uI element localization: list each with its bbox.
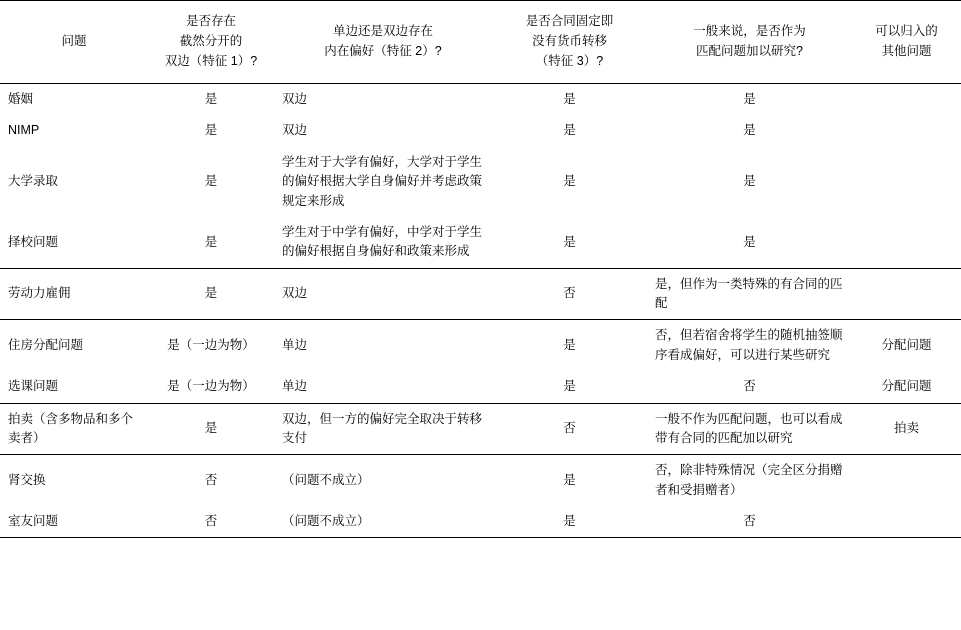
cell-studied-as-matching: 否 xyxy=(743,379,756,394)
header-line: 可以归入的 xyxy=(875,24,938,38)
table-row xyxy=(0,403,961,455)
table-row xyxy=(0,217,961,268)
header-line: 是否合同固定即 xyxy=(525,14,614,28)
cell-feature2: 双边 xyxy=(282,123,308,138)
cell-feature1: 否 xyxy=(148,455,274,506)
cell-feature1: 是 xyxy=(148,403,274,455)
cell-problem: NIMP xyxy=(8,123,40,138)
cell-other-category xyxy=(852,147,961,217)
cell-problem: 选课问题 xyxy=(8,379,59,394)
cell-feature3: 是 xyxy=(492,455,647,506)
cell-feature3: 是 xyxy=(563,92,576,106)
cell-problem: 室友问题 xyxy=(0,506,148,538)
header-line: 内在偏好（特征 2）? xyxy=(324,44,442,58)
cell-feature2: 学生对于中学有偏好，中学对于学生的偏好根据自身偏好和政策来形成 xyxy=(282,224,483,259)
cell-other-category xyxy=(852,84,961,116)
cell-problem: 肾交换 xyxy=(0,455,148,506)
header-line: 匹配问题加以研究? xyxy=(696,44,803,58)
cell-studied-as-matching: 是 xyxy=(743,123,756,138)
header-line: 截然分开的 xyxy=(179,34,243,48)
cell-feature1: 是 xyxy=(148,268,274,320)
header-line: 其他问题 xyxy=(881,44,932,58)
cell-problem: 婚姻 xyxy=(8,92,34,106)
cell-feature3: 否 xyxy=(492,403,647,455)
cell-feature1: 是（一边为物） xyxy=(148,320,274,371)
table-row xyxy=(0,268,961,320)
column-header-problem xyxy=(0,1,148,84)
cell-other-category xyxy=(852,455,961,506)
cell-feature3: 是 xyxy=(492,320,647,371)
table-row xyxy=(0,455,961,506)
cell-studied-as-matching: 否，但若宿舍将学生的随机抽签顺序看成偏好，可以进行某些研究 xyxy=(647,320,852,371)
cell-feature2: 双边 xyxy=(282,92,308,106)
cell-studied-as-matching: 否，除非特殊情况（完全区分捐赠者和受捐赠者） xyxy=(647,455,852,506)
cell-problem: 拍卖（含多物品和多个卖者） xyxy=(0,403,148,455)
table-row xyxy=(0,115,961,146)
cell-feature1: 否 xyxy=(148,506,274,538)
column-header-feature3 xyxy=(492,1,647,84)
cell-feature3: 是 xyxy=(563,234,576,249)
cell-feature2: 双边 xyxy=(274,268,492,320)
cell-studied-as-matching: 一般不作为匹配问题，也可以看成带有合同的匹配加以研究 xyxy=(647,403,852,455)
cell-studied-as-matching: 是 xyxy=(743,92,756,106)
cell-other-category: 拍卖 xyxy=(852,403,961,455)
header-line: 一般来说，是否作为 xyxy=(693,24,806,38)
header-line: 单边还是双边存在 xyxy=(332,24,433,38)
column-header-feature2 xyxy=(274,1,492,84)
cell-studied-as-matching: 是 xyxy=(743,234,756,249)
header-line: 是否存在 xyxy=(185,14,236,28)
cell-other-category xyxy=(852,217,961,268)
cell-other-category xyxy=(852,115,961,146)
header-line: 没有货币转移 xyxy=(531,34,607,48)
cell-feature2: 单边 xyxy=(274,320,492,371)
header-line: 双边（特征 1）? xyxy=(164,54,258,68)
header-line: 问题 xyxy=(61,34,87,48)
cell-feature3: 是 xyxy=(492,506,647,538)
cell-studied-as-matching: 否 xyxy=(647,506,852,538)
cell-other-category: 分配问题 xyxy=(852,320,961,371)
cell-problem: 大学录取 xyxy=(8,174,59,189)
cell-feature2: （问题不成立） xyxy=(274,506,492,538)
cell-feature1: 是 xyxy=(204,92,218,106)
cell-problem: 劳动力雇佣 xyxy=(0,268,148,320)
table-header xyxy=(0,1,961,84)
table-row xyxy=(0,147,961,217)
table-row xyxy=(0,320,961,371)
cell-other-category xyxy=(852,506,961,538)
cell-feature1: 是 xyxy=(204,123,218,138)
cell-feature2: （问题不成立） xyxy=(274,455,492,506)
table-body xyxy=(0,84,961,538)
column-header-feature1 xyxy=(148,1,274,84)
header-line: （特征 3）? xyxy=(535,54,604,68)
cell-feature2: 双边，但一方的偏好完全取决于转移支付 xyxy=(274,403,492,455)
cell-feature1: 是 xyxy=(204,234,218,249)
column-header-other-category xyxy=(852,1,961,84)
table-row xyxy=(0,371,961,403)
table-header-row xyxy=(0,1,961,84)
cell-feature3: 是 xyxy=(563,123,576,138)
cell-feature3: 是 xyxy=(563,174,576,189)
cell-problem: 择校问题 xyxy=(8,234,59,249)
cell-studied-as-matching: 是 xyxy=(743,174,756,189)
table-row xyxy=(0,506,961,538)
cell-feature1: 是（一边为物） xyxy=(167,379,255,394)
cell-feature2: 学生对于大学有偏好，大学对于学生的偏好根据大学自身偏好并考虑政策规定来形成 xyxy=(282,154,483,208)
cell-other-category xyxy=(852,268,961,320)
cell-feature3: 是 xyxy=(563,379,576,394)
cell-feature2: 单边 xyxy=(282,379,308,394)
cell-feature3: 否 xyxy=(492,268,647,320)
table-row xyxy=(0,84,961,116)
cell-studied-as-matching: 是，但作为一类特殊的有合同的匹配 xyxy=(647,268,852,320)
column-header-studied-as-matching xyxy=(647,1,852,84)
cell-problem: 住房分配问题 xyxy=(0,320,148,371)
cell-feature1: 是 xyxy=(204,174,218,189)
cell-other-category: 分配问题 xyxy=(881,379,932,394)
